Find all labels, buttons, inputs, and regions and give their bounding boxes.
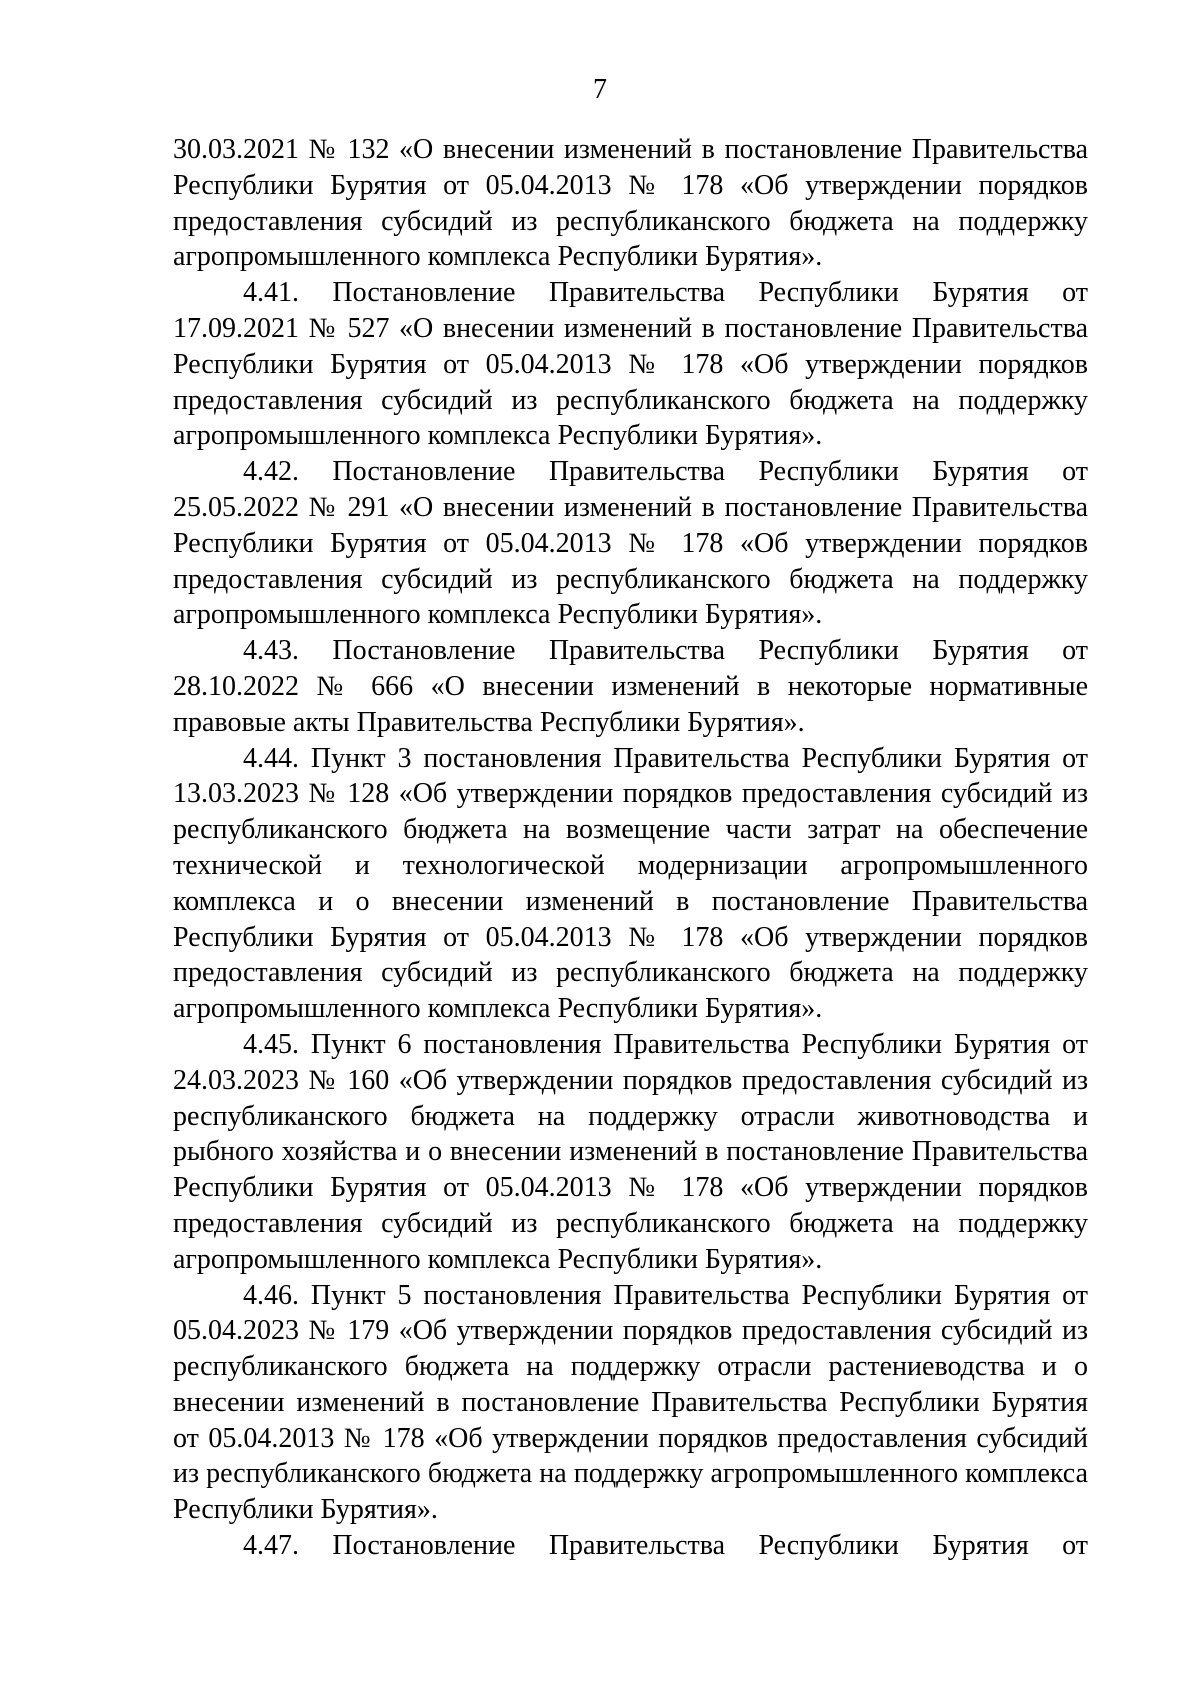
paragraph-4-46: 4.46. Пункт 5 постановления Правительства Республики Бурятия от 05.04.2023 № 179 «Об утверждении порядков предоставления субсидий из республиканского бюджета на поддержку отрасли растениеводства и о внесении изменений в постановление Правительства Республики Бурятия от 05.04.2013 № 178 «Об утверждении порядков предоставления субсидий из республиканского бюджета на поддержку агропромышленного комплекса Республики Бурятия». — [173, 1279, 1088, 1526]
paragraph-4-47: 4.47. Постановление Правительства Республики Бурятия от — [243, 1530, 1088, 1562]
paragraph-4-42: 4.42. Постановление Правительства Республики Бурятия от 25.05.2022 № 291 «О внесении изменений в постановление Правительства Республики Бурятия от 05.04.2013 № 178 «Об утверждении порядков предоставления субсидий из республиканского бюджета на поддержку агропромышленного комплекса Республики Бурятия». — [173, 456, 1088, 631]
paragraph-4-43: 4.43. Постановление Правительства Республики Бурятия от 28.10.2022 № 666 «О внесении изменений в некоторые нормативные правовые акты Правительства Республики Бурятия». — [173, 635, 1088, 738]
paragraph-4-44: 4.44. Пункт 3 постановления Правительства Республики Бурятия от 13.03.2023 № 128 «Об утверждении порядков предоставления субсидий из республиканского бюджета на возмещение части затрат на обеспечение технической и технологической модернизации агропромышленного комплекса и о внесении изменений в постановление Правительства Республики Бурятия от 05.04.2013 № 178 «Об утверждении порядков предоставления субсидий из республиканского бюджета на поддержку агропромышленного комплекса Республики Бурятия». — [173, 742, 1088, 1025]
paragraph-4-41: 4.41. Постановление Правительства Республики Бурятия от 17.09.2021 № 527 «О внесении изменений в постановление Правительства Республики Бурятия от 05.04.2013 № 178 «Об утверждении порядков предоставления субсидий из республиканского бюджета на поддержку агропромышленного комплекса Республики Бурятия». — [173, 277, 1088, 452]
page-number: 7 — [593, 74, 607, 105]
document-body — [173, 132, 1088, 1564]
paragraph-4-45: 4.45. Пункт 6 постановления Правительства Республики Бурятия от 24.03.2023 № 160 «Об утверждении порядков предоставления субсидий из республиканского бюджета на поддержку отрасли животноводства и рыбного хозяйства и о внесении изменений в постановление Правительства Республики Бурятия от 05.04.2013 № 178 «Об утверждении порядков предоставления субсидий из республиканского бюджета на поддержку агропромышленного комплекса Республики Бурятия». — [173, 1028, 1088, 1275]
paragraph-continuation-4-40: 30.03.2021 № 132 «О внесении изменений в постановление Правительства Республики Бурятия от 05.04.2013 № 178 «Об утверждении порядков предоставления субсидий из республиканского бюджета на поддержку агропромышленного комплекса Республики Бурятия». — [173, 134, 1088, 273]
